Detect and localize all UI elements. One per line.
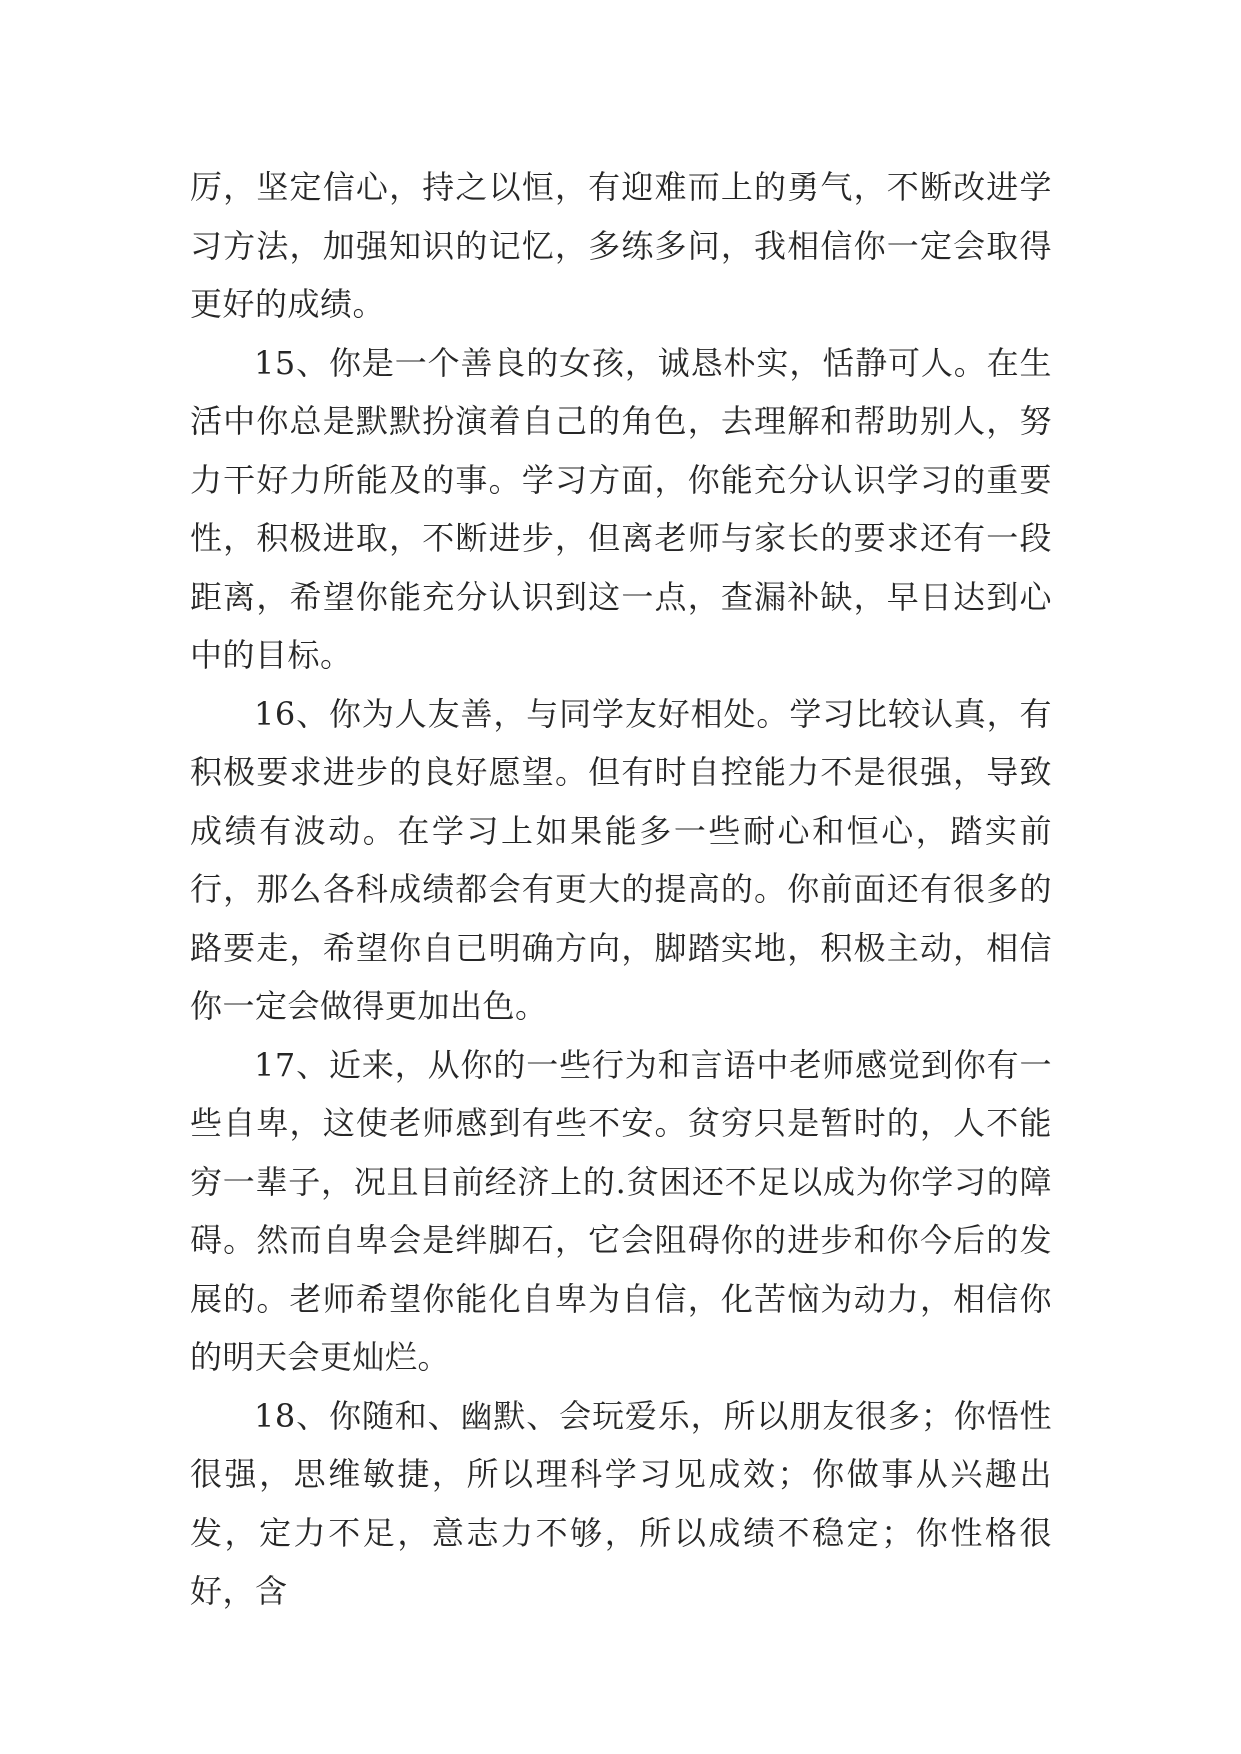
document-body — [190, 158, 1052, 1621]
paragraph-continuation: 厉，坚定信心，持之以恒，有迎难而上的勇气，不断改进学习方法，加强知识的记忆，多练多问，我相信你一定会取得更好的成绩。 — [190, 168, 1052, 323]
paragraph-comment-16: 16、你为人友善，与同学友好相处。学习比较认真，有积极要求进步的良好愿望。但有时自控能力不是很强，导致成绩有波动。在学习上如果能多一些耐心和恒心，踏实前行，那么各科成绩都会有更大的提高的。你前面还有很多的路要走，希望你自已明确方向，脚踏实地，积极主动，相信你一定会做得更加出色。 — [190, 694, 1052, 1025]
paragraph-comment-15: 15、你是一个善良的女孩，诚恳朴实，恬静可人。在生活中你总是默默扮演着自己的角色，去理解和帮助别人，努力干好力所能及的事。学习方面，你能充分认识学习的重要性，积极进取，不断进步，但离老师与家长的要求还有一段距离，希望你能充分认识到这一点，查漏补缺，早日达到心中的目标。 — [190, 343, 1052, 674]
paragraph-comment-18: 18、你随和、幽默、会玩爱乐，所以朋友很多；你悟性很强，思维敏捷，所以理科学习见成效；你做事从兴趣出发，定力不足，意志力不够，所以成绩不稳定；你性格很好，含 — [190, 1396, 1052, 1610]
paragraph-comment-17: 17、近来，从你的一些行为和言语中老师感觉到你有一些自卑，这使老师感到有些不安。贫穷只是暂时的，人不能穷一辈子，况且目前经济上的.贫困还不足以成为你学习的障碍。然而自卑会是绊脚石，它会阻碍你的进步和你今后的发展的。老师希望你能化自卑为自信，化苦恼为动力，相信你的明天会更灿烂。 — [190, 1045, 1052, 1376]
